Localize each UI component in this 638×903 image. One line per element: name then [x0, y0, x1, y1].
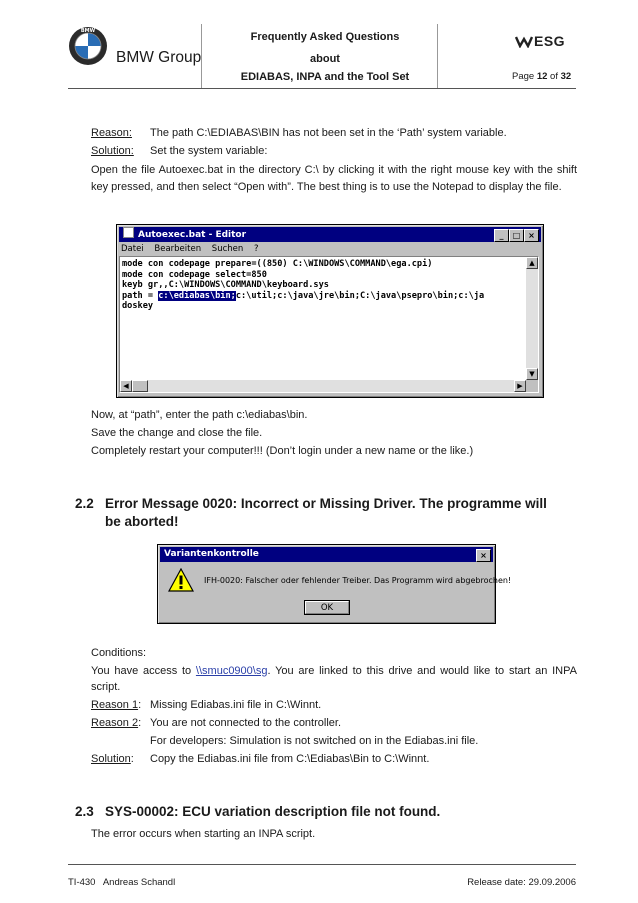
reason-label: Reason: — [91, 127, 132, 139]
step-restart: Completely restart your computer!!! (Don’t login under a new name or the like.) — [91, 445, 474, 457]
svg-text:BMW: BMW — [80, 28, 96, 35]
maximize-button[interactable]: □ — [509, 229, 524, 242]
editor-line-5: doskey — [122, 301, 154, 311]
section-2-2-number: 2.2 — [75, 496, 94, 511]
footer-author: TI-430 Andreas Schandl — [68, 877, 176, 888]
scroll-right-button[interactable]: ▶ — [514, 380, 526, 392]
footer-release-date: Release date: 29.09.2006 — [467, 877, 576, 888]
notepad-title: Autoexec.bat - Editor — [138, 230, 247, 240]
horizontal-scroll-thumb[interactable] — [132, 380, 148, 392]
dialog-title: Variantenkontrolle — [164, 549, 259, 559]
section-2-2-title-line2: be aborted! — [105, 514, 179, 529]
editor-line-2: mode con codepage select=850 — [122, 269, 267, 280]
esg-emblem-icon — [515, 34, 533, 48]
reason1-label: Reason 1 — [91, 699, 139, 711]
menu-datei[interactable]: Datei — [121, 244, 144, 254]
notepad-text-area[interactable] — [119, 256, 539, 393]
notepad-window — [116, 224, 544, 398]
reason2-row: Reason 2: — [91, 717, 142, 729]
ok-button[interactable] — [304, 600, 350, 615]
notepad-menubar — [121, 243, 258, 256]
page-number — [512, 71, 571, 82]
warning-icon — [168, 568, 194, 592]
editor-line-3: keyb gr,,C:\WINDOWS\COMMAND\keyboard.sys — [122, 280, 329, 290]
header-divider-left — [201, 24, 202, 88]
instructions-paragraph: Open the file Autoexec.bat in the directory C:\ by clicking it with the right mouse key with the shift key pressed, and then select “Open with”. The best thing is to use the Notepad to display the file. — [91, 164, 577, 193]
reason2-text: You are not connected to the controller. — [150, 717, 342, 729]
reason2-developer-note: For developers: Simulation is not switched on in the Ediabas.ini file. — [150, 735, 479, 747]
solution-label: Solution: — [91, 145, 134, 157]
scroll-up-button[interactable]: ▲ — [526, 257, 538, 269]
esg-logo-text: ESG — [534, 33, 566, 49]
header-divider — [437, 24, 438, 88]
step-enter-path: Now, at “path”, enter the path c:\ediabas\bin. — [91, 409, 308, 421]
page-of: of — [547, 71, 561, 82]
page-current: 12 — [536, 71, 548, 82]
company-name: BMW Group — [116, 49, 202, 66]
scroll-corner — [526, 380, 538, 392]
path-selection: c:\ediabas\bin; — [158, 290, 236, 301]
section-2-3-text: The error occurs when starting an INPA script. — [91, 828, 316, 840]
header-title-line1: Frequently Asked Questions — [250, 31, 400, 43]
notepad-app-icon — [123, 227, 134, 238]
horizontal-scrollbar[interactable] — [120, 380, 526, 392]
access-paragraph — [91, 664, 577, 695]
header-title-line2: about — [310, 53, 340, 65]
header-title-line3: EDIABAS, INPA and the Tool Set — [240, 71, 410, 83]
reason1-row: Reason 1: — [91, 699, 142, 711]
header-rule — [68, 88, 576, 89]
solution-row: Solution: — [91, 753, 134, 765]
page-total: 32 — [560, 71, 572, 82]
ok-button-label: OK — [305, 601, 349, 614]
menu-suchen[interactable]: Suchen — [211, 244, 244, 254]
step-save: Save the change and close the file. — [91, 427, 263, 439]
reason-text: The path C:\EDIABAS\BIN has not been set in the ‘Path’ system variable. — [150, 127, 507, 139]
menu-bearbeiten[interactable]: Bearbeiten — [154, 244, 202, 254]
section-2-2-title-line1: Error Message 0020: Incorrect or Missing Driver. The programme will — [105, 496, 547, 511]
error-dialog — [157, 544, 512, 624]
close-button[interactable]: × — [524, 229, 539, 242]
reason2-label: Reason 2 — [91, 717, 139, 729]
path-rest: c:\util;c:\java\jre\bin;C:\java\psepro\bin;c:\ja — [235, 290, 485, 301]
dialog-message: IFH-0020: Falscher oder fehlender Treiber. Das Programm wird abgebrochen! — [204, 576, 512, 585]
editor-line-1: mode con codepage prepare=((850) C:\WINDOWS\COMMAND\ega.cpi) — [122, 259, 433, 269]
access-text-post: . You are linked to this drive and would like to start an INPA script. — [91, 665, 577, 693]
section-2-3-title: SYS-00002: ECU variation description file not found. — [105, 804, 441, 819]
dialog-titlebar — [160, 547, 493, 562]
footer-rule — [68, 864, 576, 865]
dialog-close-button[interactable]: × — [476, 549, 491, 562]
conditions-heading: Conditions: — [91, 647, 147, 659]
reason1-text: Missing Ediabas.ini file in C:\Winnt. — [150, 699, 322, 711]
notepad-titlebar — [119, 227, 541, 242]
vertical-scrollbar[interactable] — [526, 257, 538, 380]
solution2-text: Copy the Ediabas.ini file from C:\Ediabas\Bin to C:\Winnt. — [150, 753, 430, 765]
minimize-button[interactable]: _ — [494, 229, 509, 242]
editor-line-4 — [122, 291, 484, 302]
solution-text: Set the system variable: — [150, 145, 268, 157]
network-share-link[interactable]: \\smuc0900\sg — [195, 665, 268, 677]
bmw-roundel-logo — [68, 26, 108, 66]
path-prefix: path = — [122, 290, 159, 301]
scroll-left-button[interactable]: ◀ — [120, 380, 132, 392]
access-text-pre: You have access to — [91, 665, 196, 677]
scroll-down-button[interactable]: ▼ — [526, 368, 538, 380]
menu-help[interactable]: ? — [253, 244, 259, 254]
section-2-3-number: 2.3 — [75, 804, 94, 819]
page-label: Page — [512, 71, 537, 82]
solution2-label: Solution — [91, 753, 131, 765]
